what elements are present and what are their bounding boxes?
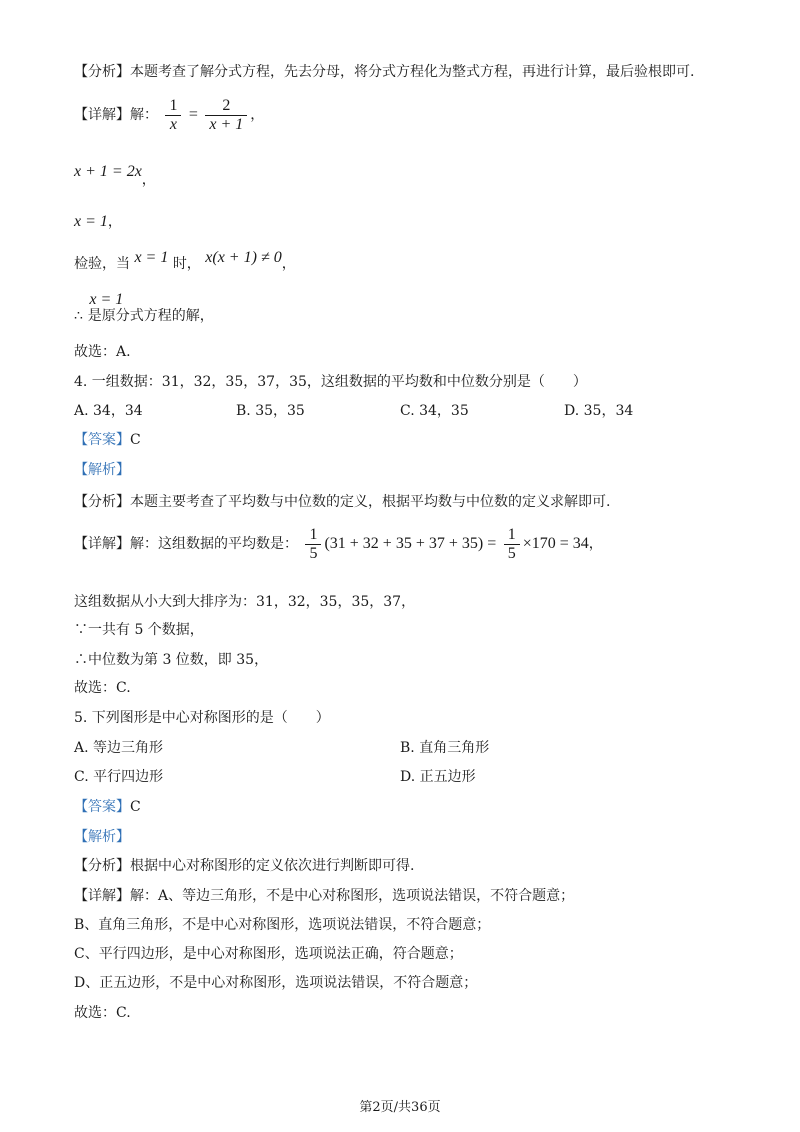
- q3-analysis-line: [74, 62, 694, 82]
- mean-fraction: [305, 526, 321, 563]
- step2-expr: x + 1 = 2x: [74, 163, 142, 180]
- check-lead: 检验，当: [74, 256, 130, 272]
- q5-option-c: C. 平行四边形: [74, 769, 164, 785]
- q3-choose: 故选：A.: [74, 344, 131, 360]
- q5-option-a: A. 等边三角形: [74, 740, 164, 756]
- analysis-text: 根据中心对称图形的定义依次进行判断即可得.: [130, 858, 415, 874]
- q5-analysis-line: [74, 856, 414, 876]
- detail-lead: 解：: [130, 107, 158, 123]
- q4-sorted-line: 这组数据从小大到大排序为：31，32，35，35，37，: [74, 594, 416, 610]
- analysis-text: 本题考查了解分式方程，先去分母，将分式方程化为整式方程，再进行计算，最后验根即可.: [130, 64, 695, 80]
- q4-option-b: B. 35，35: [236, 403, 305, 419]
- q5-detail-line: [74, 886, 574, 906]
- q3-step2: [74, 162, 156, 188]
- check-end: ，: [281, 256, 296, 272]
- mean-frac-num: 1: [309, 525, 318, 543]
- detail-tag: 【详解】: [74, 888, 130, 904]
- q4-option-a: A. 34，34: [74, 403, 143, 419]
- q3-therefore-line: [74, 290, 254, 324]
- step3-end: ，: [107, 214, 122, 230]
- eq1-lhs-fraction: [165, 97, 181, 134]
- step2-end: ，: [141, 172, 156, 188]
- q3-detail-line: [74, 96, 264, 134]
- q4-stem: 4. 一组数据：31，32，35，37，35，这组数据的平均数和中位数分别是（ ）: [74, 374, 587, 390]
- q5-line-b: B、直角三角形，不是中心对称图形，选项说法错误，不符合题意；: [74, 917, 491, 933]
- q3-step3: [74, 212, 122, 232]
- q4-detail-line: [74, 522, 603, 566]
- mean-frac2-den: 5: [504, 544, 520, 563]
- mean-frac-den: 5: [305, 544, 321, 563]
- q5-choose: 故选：C.: [74, 1005, 131, 1021]
- detail-tag: 【详解】: [74, 107, 130, 123]
- check-cond: x = 1: [134, 249, 169, 266]
- mean-sum: (31 + 32 + 35 + 37 + 35) =: [324, 535, 497, 552]
- detail-tag: 【详解】: [74, 536, 130, 552]
- check-expr: x(x + 1) ≠ 0: [205, 249, 282, 266]
- q4-jiexi-tag: 【解析】: [74, 462, 130, 478]
- mean-end: ，: [588, 536, 603, 552]
- q4-answer-line: [74, 430, 141, 450]
- q5-stem: 5. 下列图形是中心对称图形的是（ ）: [74, 710, 330, 726]
- q5-line-c: C、平行四边形，是中心对称图形，选项说法正确，符合题意；: [74, 946, 463, 962]
- q5-line-d: D、正五边形，不是中心对称图形，选项说法错误，不符合题意；: [74, 975, 478, 991]
- detail-text: 解：A、等边三角形，不是中心对称图形，选项说法错误，不符合题意；: [130, 888, 575, 904]
- answer-tag: 【答案】: [74, 799, 130, 815]
- check-when: 时，: [172, 256, 201, 272]
- analysis-text: 本题主要考查了平均数与中位数的定义，根据平均数与中位数的定义求解即可.: [130, 494, 611, 510]
- mean-fraction-2: [504, 526, 520, 563]
- eq1-rhs-den: x + 1: [205, 115, 247, 134]
- page-number: 第2页/共36页: [359, 1100, 441, 1115]
- mean-frac2-num: 1: [507, 525, 516, 543]
- therefore-sym: ∴: [74, 308, 83, 324]
- therefore-expr: x = 1: [89, 291, 124, 308]
- eq1-equals: =: [188, 106, 198, 123]
- mean-result: ×170 = 34: [522, 535, 589, 552]
- eq1-end: ，: [250, 107, 265, 123]
- q5-answer-line: [74, 797, 141, 817]
- q4-analysis-line: [74, 492, 610, 512]
- therefore-text: 是原分式方程的解，: [87, 308, 214, 324]
- eq1-rhs-fraction: [205, 97, 247, 134]
- q4-choose: 故选：C.: [74, 680, 131, 696]
- q4-because-line: ∵一共有 5 个数据，: [74, 622, 204, 638]
- answer-tag: 【答案】: [74, 432, 130, 448]
- eq1-lhs-num: 1: [169, 96, 178, 114]
- analysis-tag: 【分析】: [74, 64, 130, 80]
- q3-check-line: [74, 248, 296, 272]
- analysis-tag: 【分析】: [74, 858, 130, 874]
- answer-value: C: [130, 799, 141, 815]
- q4-therefore-line: ∴中位数为第 3 位数，即 35，: [74, 652, 269, 668]
- eq1-lhs-den: x: [165, 115, 181, 134]
- q5-option-b: B. 直角三角形: [400, 740, 490, 756]
- q5-option-d: D. 正五边形: [400, 769, 476, 785]
- q4-option-c: C. 34，35: [400, 403, 469, 419]
- detail-text: 解：这组数据的平均数是：: [130, 536, 298, 552]
- q4-option-d: D. 35，34: [564, 403, 634, 419]
- q5-jiexi-tag: 【解析】: [74, 829, 130, 845]
- answer-value: C: [130, 432, 141, 448]
- analysis-tag: 【分析】: [74, 494, 130, 510]
- step3-expr: x = 1: [74, 213, 108, 230]
- eq1-rhs-num: 2: [222, 96, 231, 114]
